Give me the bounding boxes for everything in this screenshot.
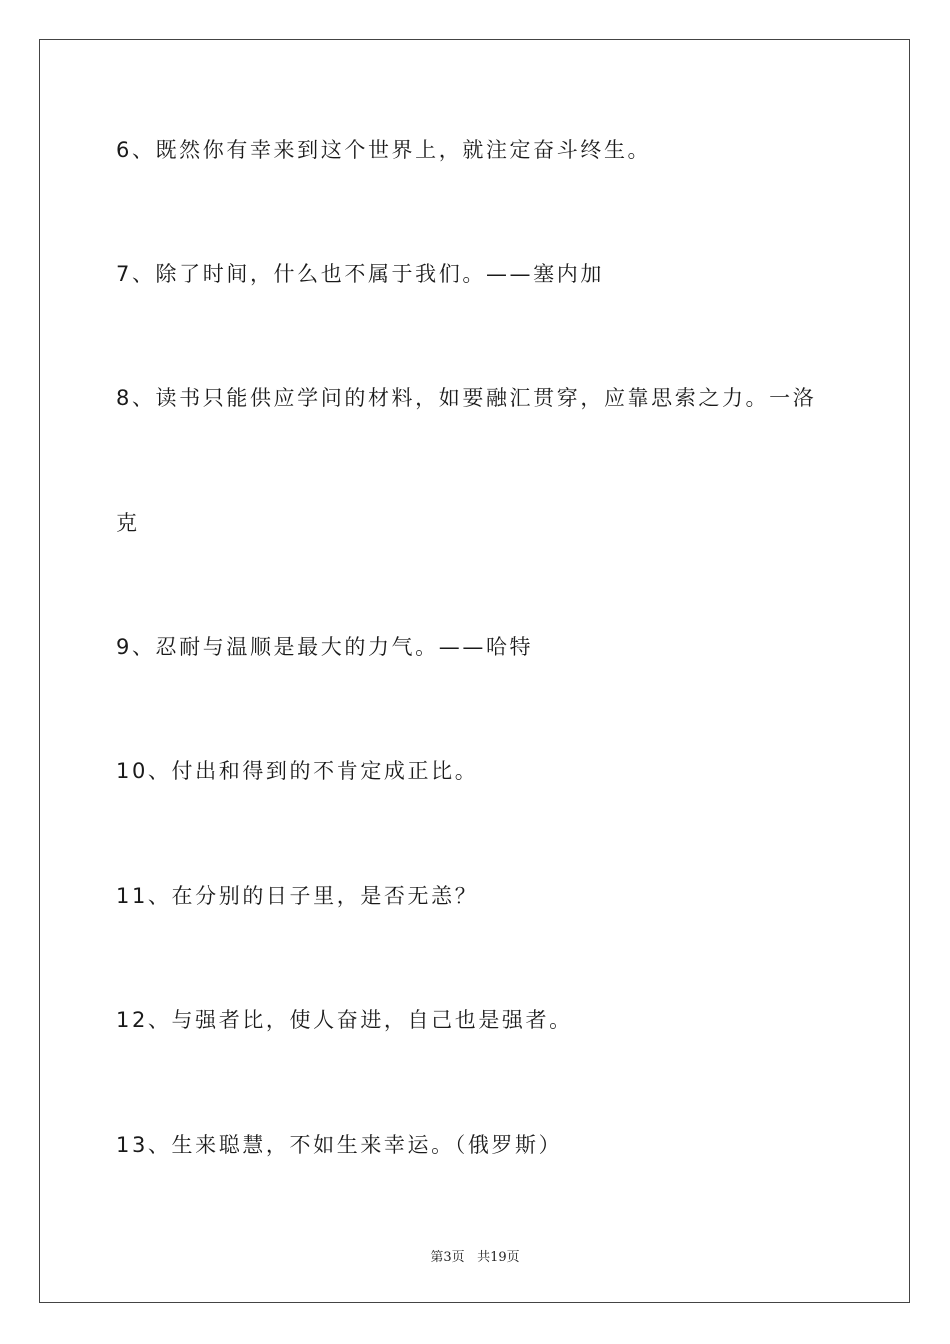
text-line-8-continued: 克 xyxy=(116,511,140,535)
page-border xyxy=(39,39,910,1303)
text-line-8: 8、读书只能供应学问的材料，如要融汇贯穿，应靠思索之力。一洛 xyxy=(116,386,817,410)
page-total: 共19页 xyxy=(477,1250,520,1265)
text-line-9: 9、忍耐与温顺是最大的力气。——哈特 xyxy=(116,635,534,659)
page-number: 第3页 xyxy=(430,1250,465,1265)
text-line-11: 11、在分别的日子里，是否无恙？ xyxy=(116,884,479,908)
text-line-13: 13、生来聪慧，不如生来幸运。（俄罗斯） xyxy=(116,1133,563,1157)
text-line-7: 7、除了时间，什么也不属于我们。——塞内加 xyxy=(116,262,604,286)
page-footer xyxy=(0,1246,950,1265)
text-line-6: 6、既然你有幸来到这个世界上，就注定奋斗终生。 xyxy=(116,138,652,162)
text-line-12: 12、与强者比，使人奋进，自己也是强者。 xyxy=(116,1008,573,1032)
text-line-10: 10、付出和得到的不肯定成正比。 xyxy=(116,759,479,783)
